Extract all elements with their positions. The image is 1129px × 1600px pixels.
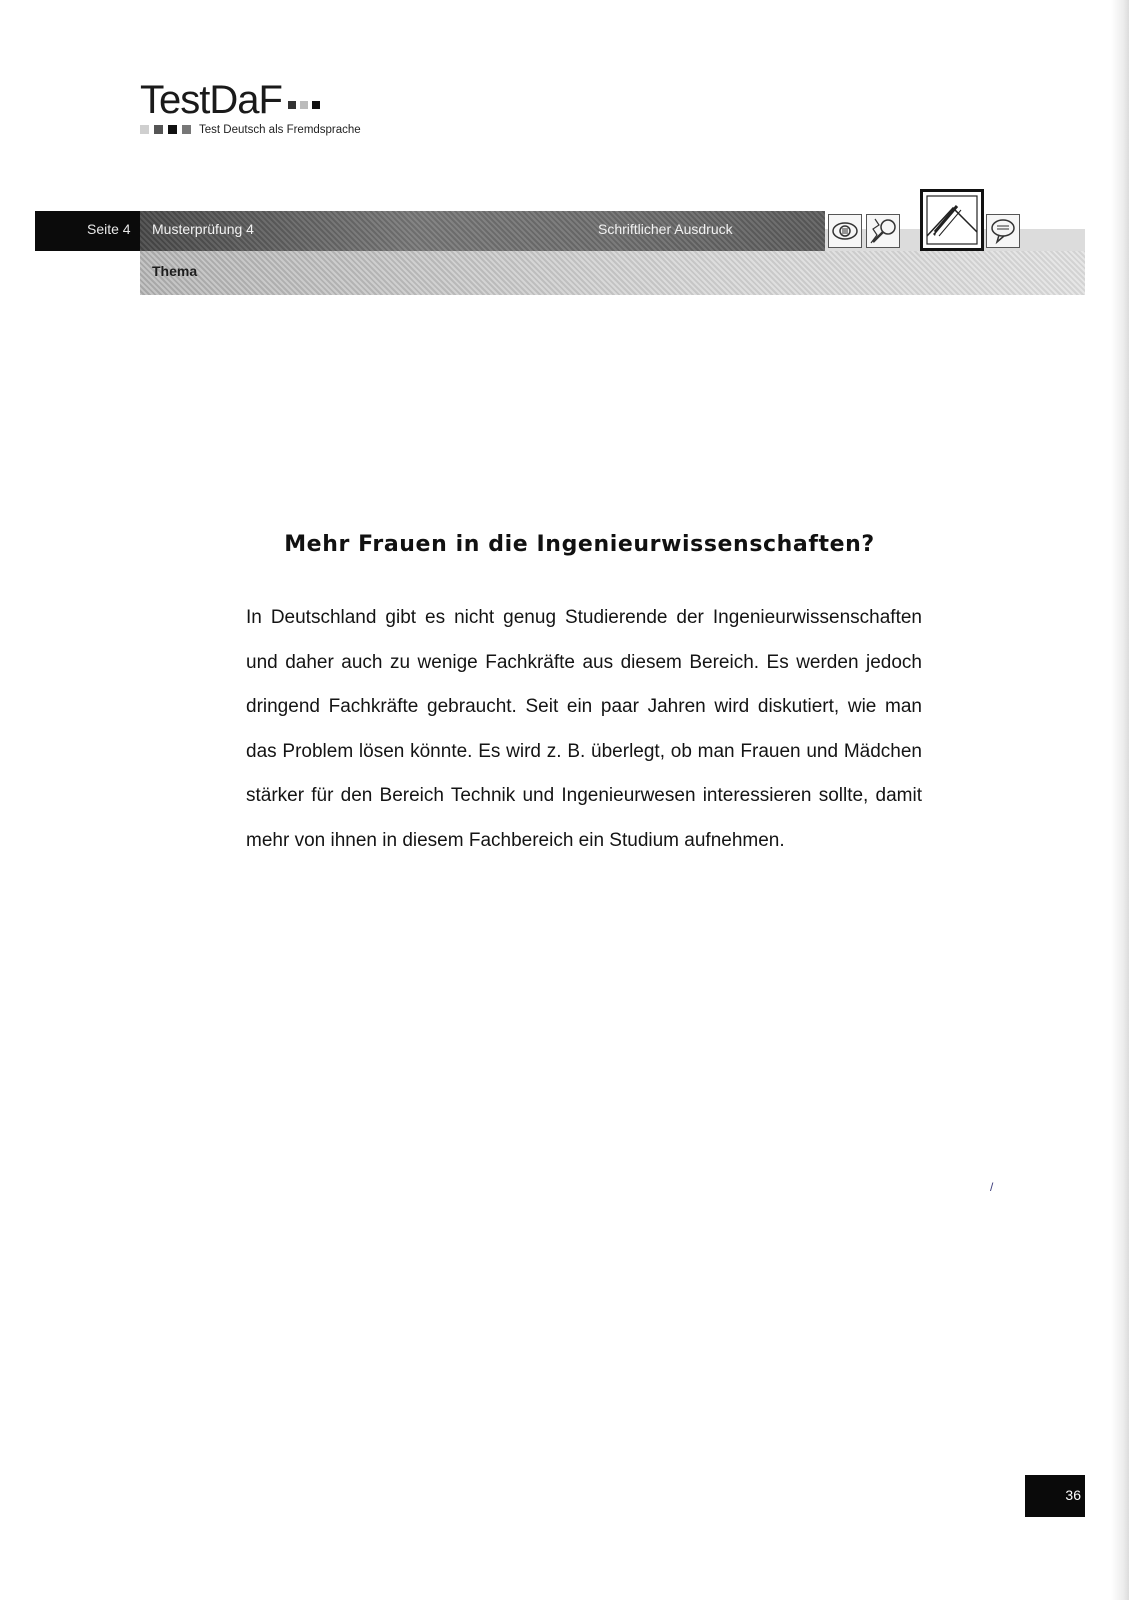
- exam-band: [140, 211, 825, 251]
- magnifier-icon: [866, 214, 900, 248]
- topic-band: [140, 251, 1085, 295]
- task-paragraph: In Deutschland gibt es nicht genug Studierende der Ingenieurwissenschaften und daher auch zu wenige Fachkräfte aus diesem Bereich. Es werden jedoch dringend Fachkräfte gebraucht. Seit ein paar Jahren wird diskutiert, wie man das Problem lösen könnte. Es wird z. B. überlegt, ob man Frauen und Mädchen stärker für den Bereich Technik und Ingenieurwesen interessieren sollte, damit mehr von ihnen in diesem Fachbereich ein Studium aufnehmen.: [246, 607, 922, 851]
- eye-icon: [828, 214, 862, 248]
- logo-subtitle-row: [140, 124, 361, 136]
- topic-label: Thema: [152, 263, 198, 279]
- page-number: 36: [1065, 1487, 1081, 1503]
- scan-mark: /: [990, 1180, 994, 1194]
- page-label-block: [35, 211, 140, 251]
- pen-writing-icon: [920, 189, 984, 251]
- logo-squares: [288, 96, 324, 114]
- testdaf-logo: [140, 78, 361, 136]
- logo-subtitle: Test Deutsch als Fremdsprache: [199, 124, 361, 136]
- page-number-block: [1025, 1475, 1085, 1517]
- page-title: [0, 532, 1129, 557]
- page-title-text: Mehr Frauen in die Ingenieurwissenschaften?: [284, 532, 875, 557]
- page-edge-shadow: [1111, 0, 1129, 1600]
- section-label: Schriftlicher Ausdruck: [598, 221, 733, 237]
- page-label: Seite 4: [87, 221, 131, 237]
- speech-bubble-icon: [986, 214, 1020, 248]
- exam-label: Musterprüfung 4: [152, 221, 254, 237]
- logo-wordmark: TestDaF: [140, 78, 282, 122]
